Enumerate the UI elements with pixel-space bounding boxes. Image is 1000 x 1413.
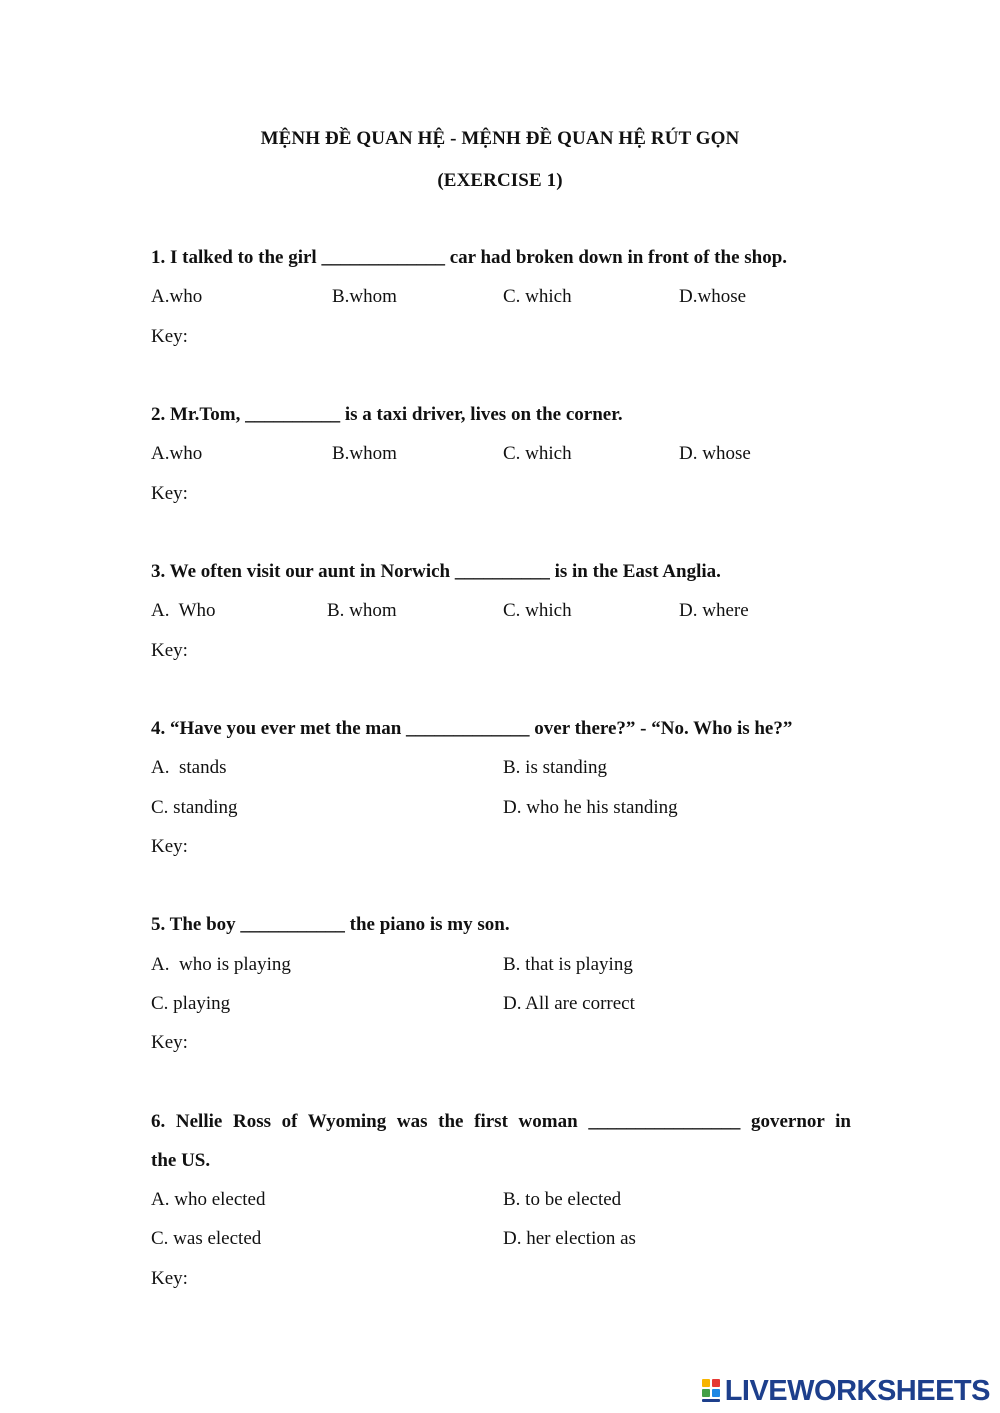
exercise-subtitle: (EXERCISE 1) <box>437 170 563 191</box>
q1-option-d[interactable]: D.whose <box>679 286 747 307</box>
q2-option-d[interactable]: D. whose <box>679 443 751 464</box>
q6-option-c[interactable]: C. was elected <box>151 1228 262 1249</box>
q5-option-b[interactable]: B. that is playing <box>503 954 633 975</box>
q5-key-label: Key: <box>151 1032 188 1053</box>
q6-option-d[interactable]: D. her election as <box>503 1228 636 1249</box>
q3-option-b[interactable]: B. whom <box>327 600 397 621</box>
question-4-text: 4. “Have you ever met the man _____________ over there?” - “No. Who is he?” <box>151 718 793 739</box>
question-3-text: 3. We often visit our aunt in Norwich __________ is in the East Anglia. <box>151 561 721 582</box>
q4-option-c[interactable]: C. standing <box>151 797 238 818</box>
q1-option-c[interactable]: C. which <box>503 286 572 307</box>
q5-option-c[interactable]: C. playing <box>151 993 231 1014</box>
q2-option-b[interactable]: B.whom <box>332 443 397 464</box>
page-title: MỆNH ĐỀ QUAN HỆ - MỆNH ĐỀ QUAN HỆ RÚT GỌN <box>260 128 740 149</box>
q4-option-d[interactable]: D. who he his standing <box>503 797 678 818</box>
liveworksheets-logo <box>702 1376 990 1406</box>
q3-option-d[interactable]: D. where <box>679 600 749 621</box>
q2-option-c[interactable]: C. which <box>503 443 572 464</box>
q1-key-label: Key: <box>151 326 188 347</box>
q3-option-c[interactable]: C. which <box>503 600 572 621</box>
q5-option-a[interactable]: A. who is playing <box>151 954 291 975</box>
q3-option-a[interactable]: A. Who <box>151 600 216 621</box>
q2-option-a[interactable]: A.who <box>151 443 203 464</box>
q4-option-b[interactable]: B. is standing <box>503 757 607 778</box>
brand-squares-icon <box>702 1379 722 1403</box>
q6-option-b[interactable]: B. to be elected <box>503 1189 622 1210</box>
q6-option-a[interactable]: A. who elected <box>151 1189 266 1210</box>
question-2-text: 2. Mr.Tom, __________ is a taxi driver, lives on the corner. <box>151 404 623 425</box>
q4-key-label: Key: <box>151 836 188 857</box>
q1-option-b[interactable]: B.whom <box>332 286 397 307</box>
q4-option-a[interactable]: A. stands <box>151 757 227 778</box>
question-6-text-line2: the US. <box>151 1150 211 1171</box>
q6-key-label: Key: <box>151 1268 188 1289</box>
question-1-text: 1. I talked to the girl _____________ car had broken down in front of the shop. <box>151 247 788 268</box>
question-5-text: 5. The boy ___________ the piano is my son. <box>151 914 510 935</box>
question-6-text-line1: 6. Nellie Ross of Wyoming was the first woman ________________ governor in <box>151 1111 851 1132</box>
q2-key-label: Key: <box>151 483 188 504</box>
q1-option-a[interactable]: A.who <box>151 286 203 307</box>
brand-name: LIVEWORKSHEETS <box>724 1375 990 1407</box>
q3-key-label: Key: <box>151 640 188 661</box>
q5-option-d[interactable]: D. All are correct <box>503 993 635 1014</box>
